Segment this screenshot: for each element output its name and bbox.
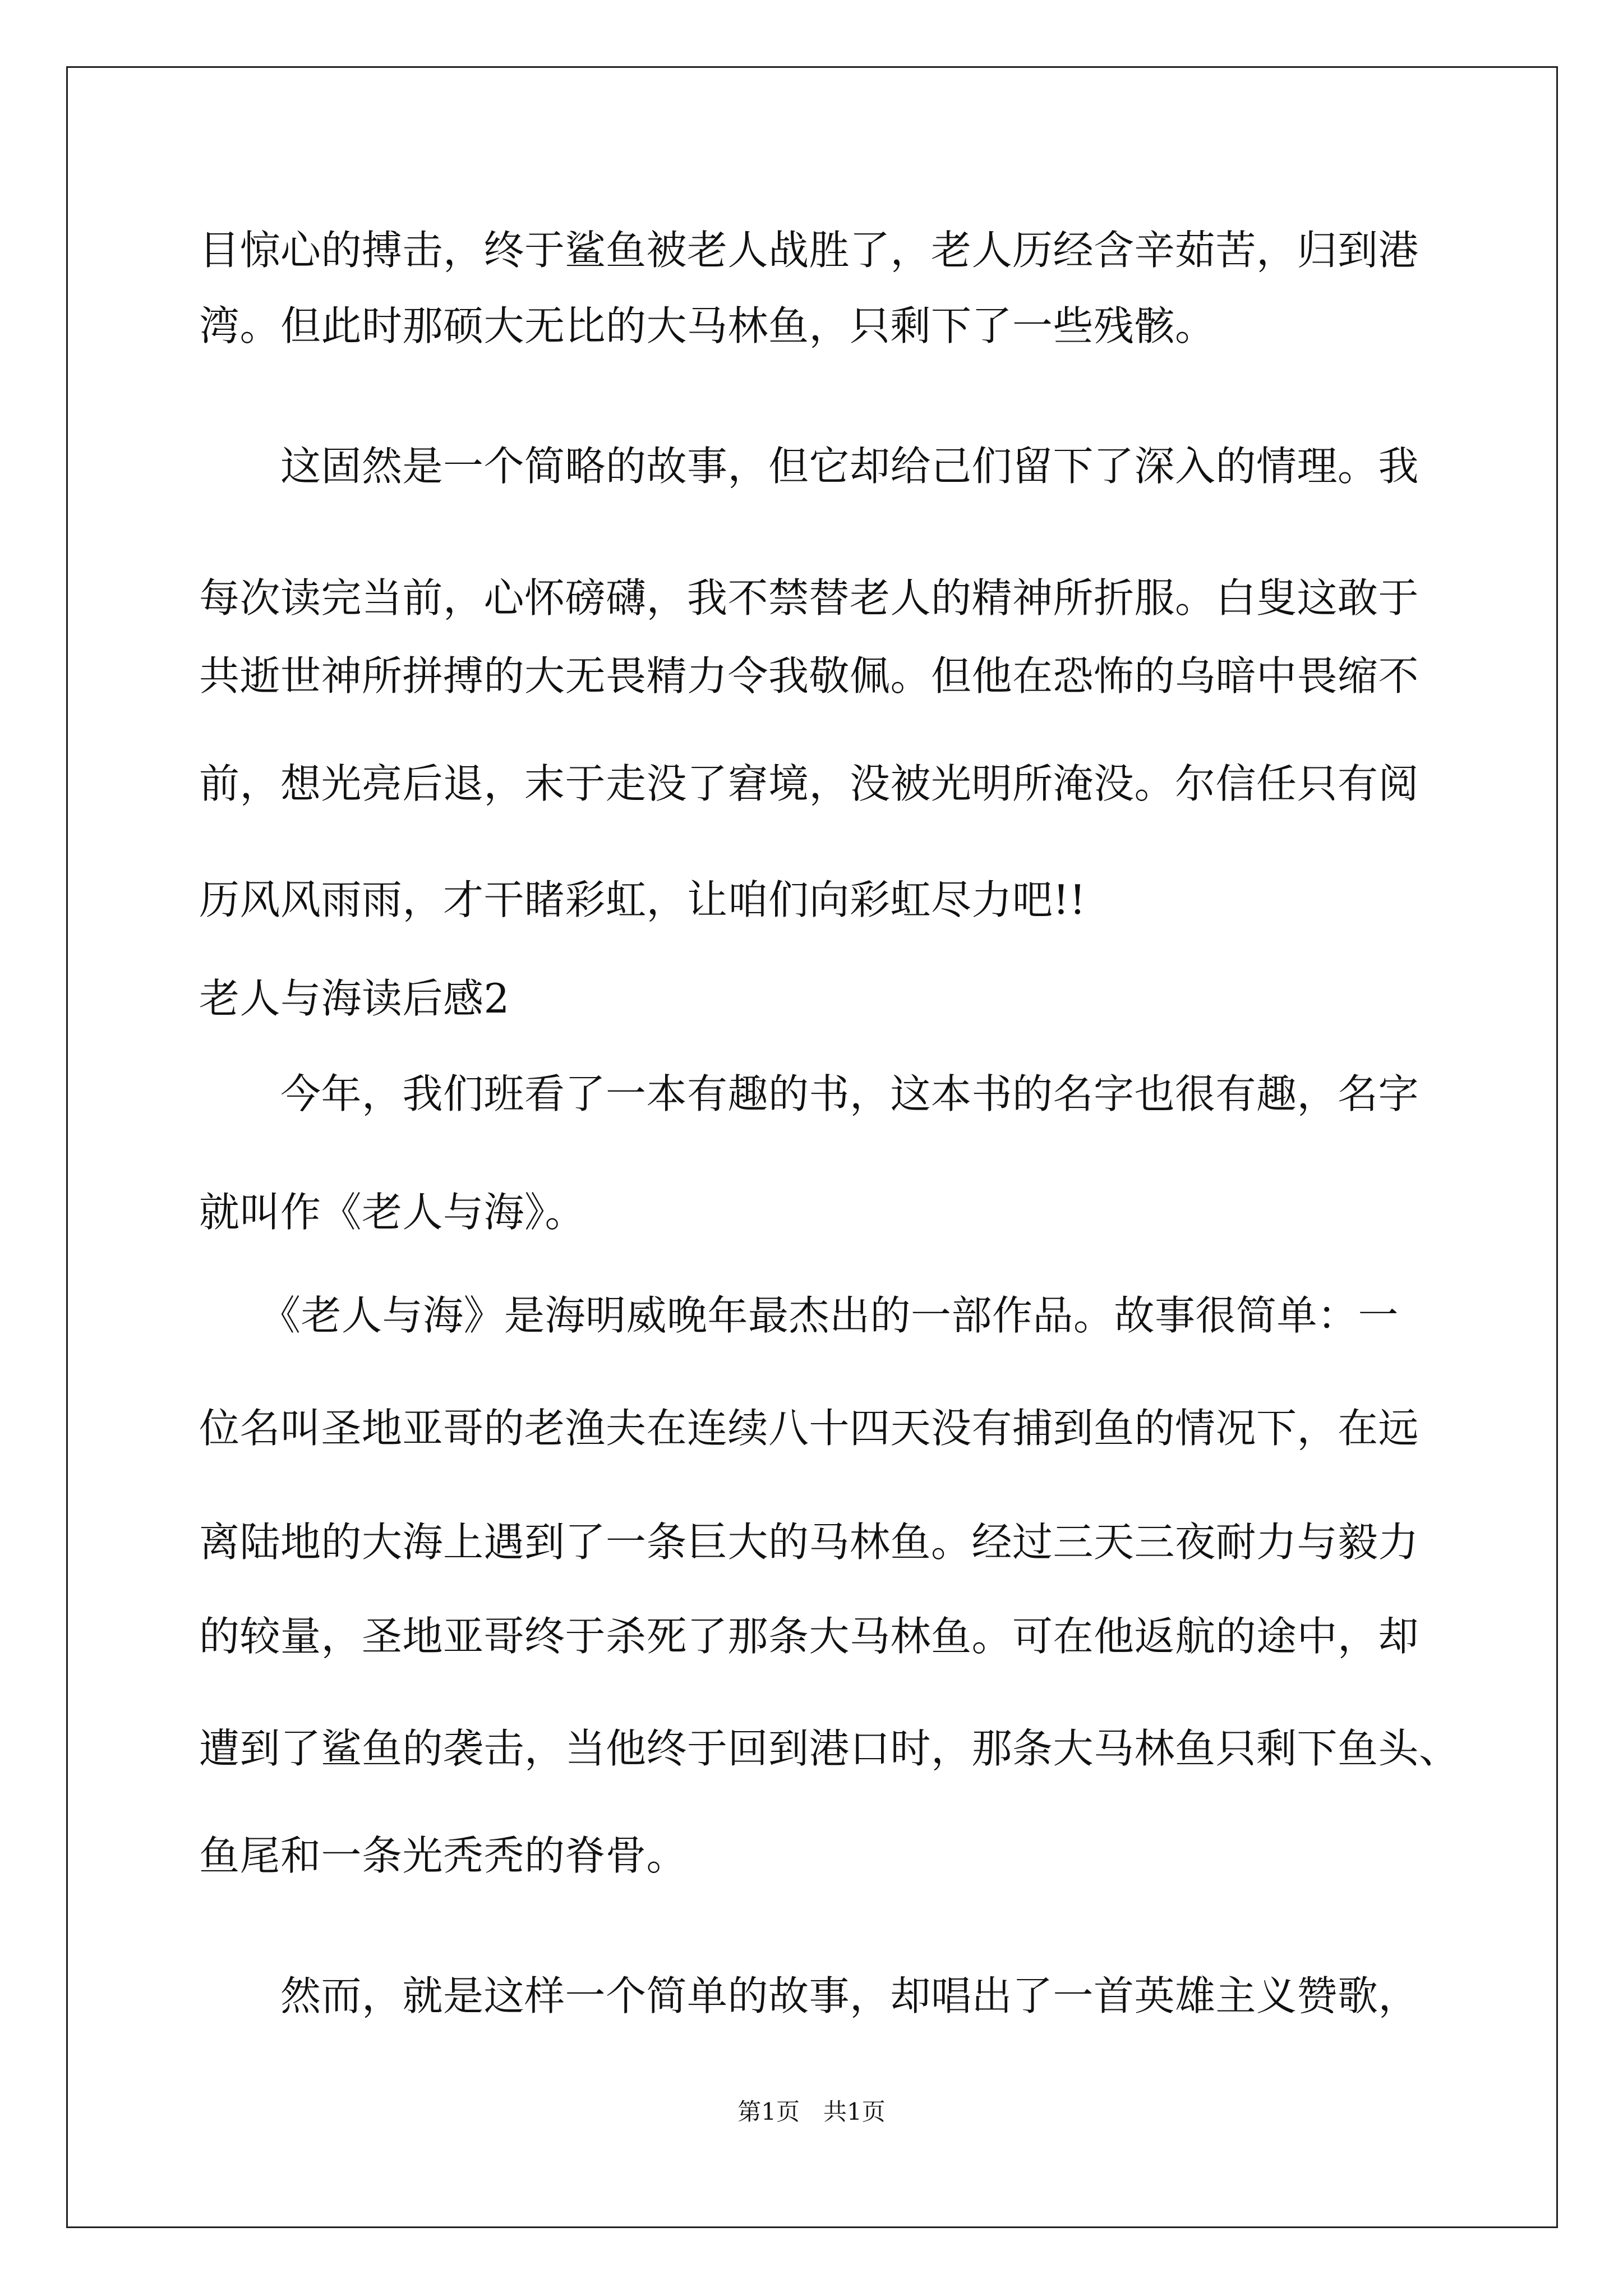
text-line: 湾。但此时那硕大无比的大马林鱼，只剩下了一些残骸。 <box>199 302 1216 349</box>
text-line: 遭到了鲨鱼的袭击，当他终于回到港口时，那条大马林鱼只剩下鱼头、 <box>199 1725 1460 1772</box>
text-line: 这固然是一个简略的故事，但它却给己们留下了深入的情理。我 <box>199 443 1419 490</box>
text-line: 历风风雨雨，才干睹彩虹，让咱们向彩虹尽力吧!! <box>199 876 1086 923</box>
text-line: 每次读完当前，心怀磅礴，我不禁替老人的精神所折服。白叟这敢于 <box>199 574 1419 622</box>
text-line: 《老人与海》是海明威晚年最杰出的一部作品。故事很简单：一 <box>199 1292 1399 1339</box>
section-heading: 老人与海读后感2 <box>199 975 510 1022</box>
text-line: 离陆地的大海上遇到了一条巨大的马林鱼。经过三天三夜耐力与毅力 <box>199 1519 1419 1566</box>
text-line: 的较量，圣地亚哥终于杀死了那条大马林鱼。可在他返航的途中，却 <box>199 1613 1419 1660</box>
text-line: 然而，就是这样一个简单的故事，却唱出了一首英雄主义赞歌， <box>199 1972 1419 2019</box>
text-line: 目惊心的搏击，终于鲨鱼被老人战胜了，老人历经含辛茹苦，归到港 <box>199 227 1419 274</box>
text-line: 鱼尾和一条光秃秃的脊骨。 <box>199 1832 688 1879</box>
page-footer: 第1页 共1页 <box>737 2098 886 2125</box>
text-line: 就叫作《老人与海》。 <box>199 1189 586 1236</box>
text-line: 位名叫圣地亚哥的老渔夫在连续八十四天没有捕到鱼的情况下，在远 <box>199 1405 1419 1452</box>
text-line: 共逝世神所拼搏的大无畏精力令我敬佩。但他在恐怖的乌暗中畏缩不 <box>199 652 1419 700</box>
text-line: 前，想光亮后退，末于走没了窘境，没被光明所淹没。尔信任只有阅 <box>199 760 1419 807</box>
page-border <box>66 66 1558 2228</box>
text-line: 今年，我们班看了一本有趣的书，这本书的名字也很有趣，名字 <box>199 1070 1419 1117</box>
